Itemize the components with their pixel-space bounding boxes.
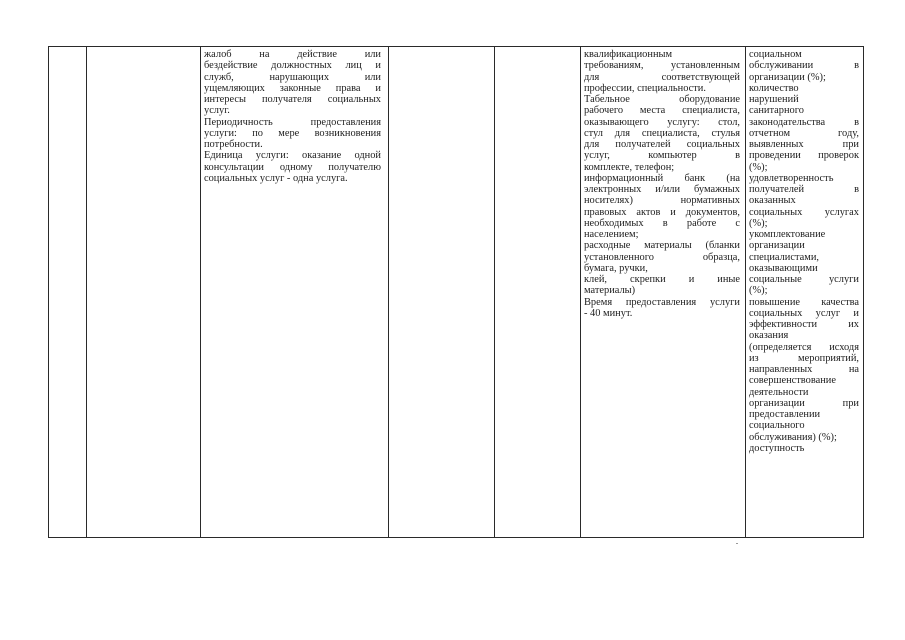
text-line: Единица услуги: оказание одной — [204, 150, 381, 162]
text-line: социальных услуг и — [749, 307, 859, 319]
text-line: населением; — [584, 229, 639, 240]
text-line: социальные услуги — [749, 274, 859, 285]
text-line: повышение качества — [749, 296, 859, 308]
text-line: нарушений — [749, 94, 799, 105]
text-line: бездействие должностных лиц и — [204, 60, 381, 72]
text-line: рабочего места специалиста, — [584, 105, 740, 117]
indicators-cell — [749, 49, 859, 454]
text-line: информационный банк (на — [584, 172, 740, 184]
text-line: направленных на — [749, 364, 859, 375]
text-line: обслуживания) (%); — [749, 431, 837, 443]
table-bottom-border — [48, 537, 863, 538]
text-line: стул для специалиста, стулья — [584, 127, 740, 139]
text-line: социальных услуг - одна услуга. — [204, 172, 348, 184]
text-line: материалы) — [584, 285, 636, 297]
text-line: социального — [749, 420, 805, 432]
text-line: обслуживании в — [749, 60, 859, 72]
text-line: Табельное оборудование — [584, 94, 740, 105]
text-line: для получателей социальных — [584, 139, 740, 150]
table-column-divider — [388, 46, 389, 538]
text-line: удовлетворенность — [749, 172, 834, 184]
table-column-divider — [745, 46, 746, 538]
text-line: проведении проверок — [749, 150, 859, 162]
text-line: оказанных — [749, 195, 796, 207]
text-line: требованиям, установленным — [584, 60, 740, 72]
text-line: служб, нарушающих или — [204, 71, 381, 83]
text-line: (определяется исходя — [749, 341, 859, 353]
text-line: организации (%); — [749, 71, 826, 83]
text-line: услуги: по мере возникновения — [204, 127, 381, 139]
text-line: выявленных при — [749, 139, 859, 150]
scan-speck — [736, 543, 738, 544]
text-line: из мероприятий, — [749, 352, 859, 364]
text-line: необходимых в работе с — [584, 217, 740, 229]
text-line: санитарного — [749, 105, 804, 117]
text-line: ущемляющих законные права и — [204, 82, 381, 94]
text-line: эффективности их — [749, 319, 859, 330]
text-line: социальных услугах — [749, 206, 859, 218]
conditions-cell — [584, 49, 740, 319]
text-line: доступность — [749, 442, 805, 454]
text-line: профессии, специальности. — [584, 82, 706, 94]
text-line: квалификационным — [584, 49, 673, 60]
text-line: (%); — [749, 217, 768, 229]
text-line: комплекте, телефон; — [584, 161, 675, 173]
text-line: законодательства в — [749, 116, 859, 128]
text-line: организации — [749, 240, 805, 252]
table-column-divider — [494, 46, 495, 538]
text-line: услуг. — [204, 105, 230, 117]
text-line: организации при — [749, 397, 859, 409]
text-line: количество — [749, 82, 799, 94]
table-column-divider — [580, 46, 581, 538]
text-line: Периодичность предоставления — [204, 116, 381, 128]
text-line: консультации одному получателю — [204, 161, 381, 173]
text-line: получателей в — [749, 184, 859, 195]
text-line: отчетном году, — [749, 127, 859, 139]
text-line: жалоб на действие или — [204, 49, 381, 60]
text-line: (%); — [749, 161, 768, 173]
text-line: - 40 минут. — [584, 307, 633, 319]
text-line: клей, скрепки и иные — [584, 274, 740, 285]
text-line: (%); — [749, 285, 768, 297]
service-conditions-cell — [204, 49, 381, 184]
text-line: для соответствующей — [584, 71, 740, 83]
text-line: предоставлении — [749, 409, 821, 420]
table-column-divider — [200, 46, 201, 538]
text-line: бумага, ручки, — [584, 262, 648, 274]
text-line: расходные материалы (бланки — [584, 240, 740, 252]
text-line: правовых актов и документов, — [584, 206, 740, 218]
text-line: укомплектование — [749, 229, 826, 240]
text-line: оказывающего услугу: стол, — [584, 116, 740, 128]
table-column-divider — [48, 46, 49, 538]
text-line: услуг, компьютер в — [584, 150, 740, 162]
text-line: специалистами, — [749, 251, 819, 263]
text-line: носителях) нормативных — [584, 195, 740, 207]
text-line: потребности. — [204, 139, 263, 150]
table-column-divider — [86, 46, 87, 538]
text-line: электронных и/или бумажных — [584, 184, 740, 195]
text-line: установленного образца, — [584, 251, 740, 263]
text-line: совершенствование — [749, 375, 836, 387]
text-line: интересы получателя социальных — [204, 94, 381, 105]
text-line: оказывающими — [749, 262, 818, 274]
table-top-border — [48, 46, 863, 47]
table-column-divider — [863, 46, 864, 538]
text-line: деятельности — [749, 386, 809, 398]
text-line: Время предоставления услуги — [584, 296, 740, 308]
text-line: социальном — [749, 49, 802, 60]
text-line: оказания — [749, 330, 789, 342]
